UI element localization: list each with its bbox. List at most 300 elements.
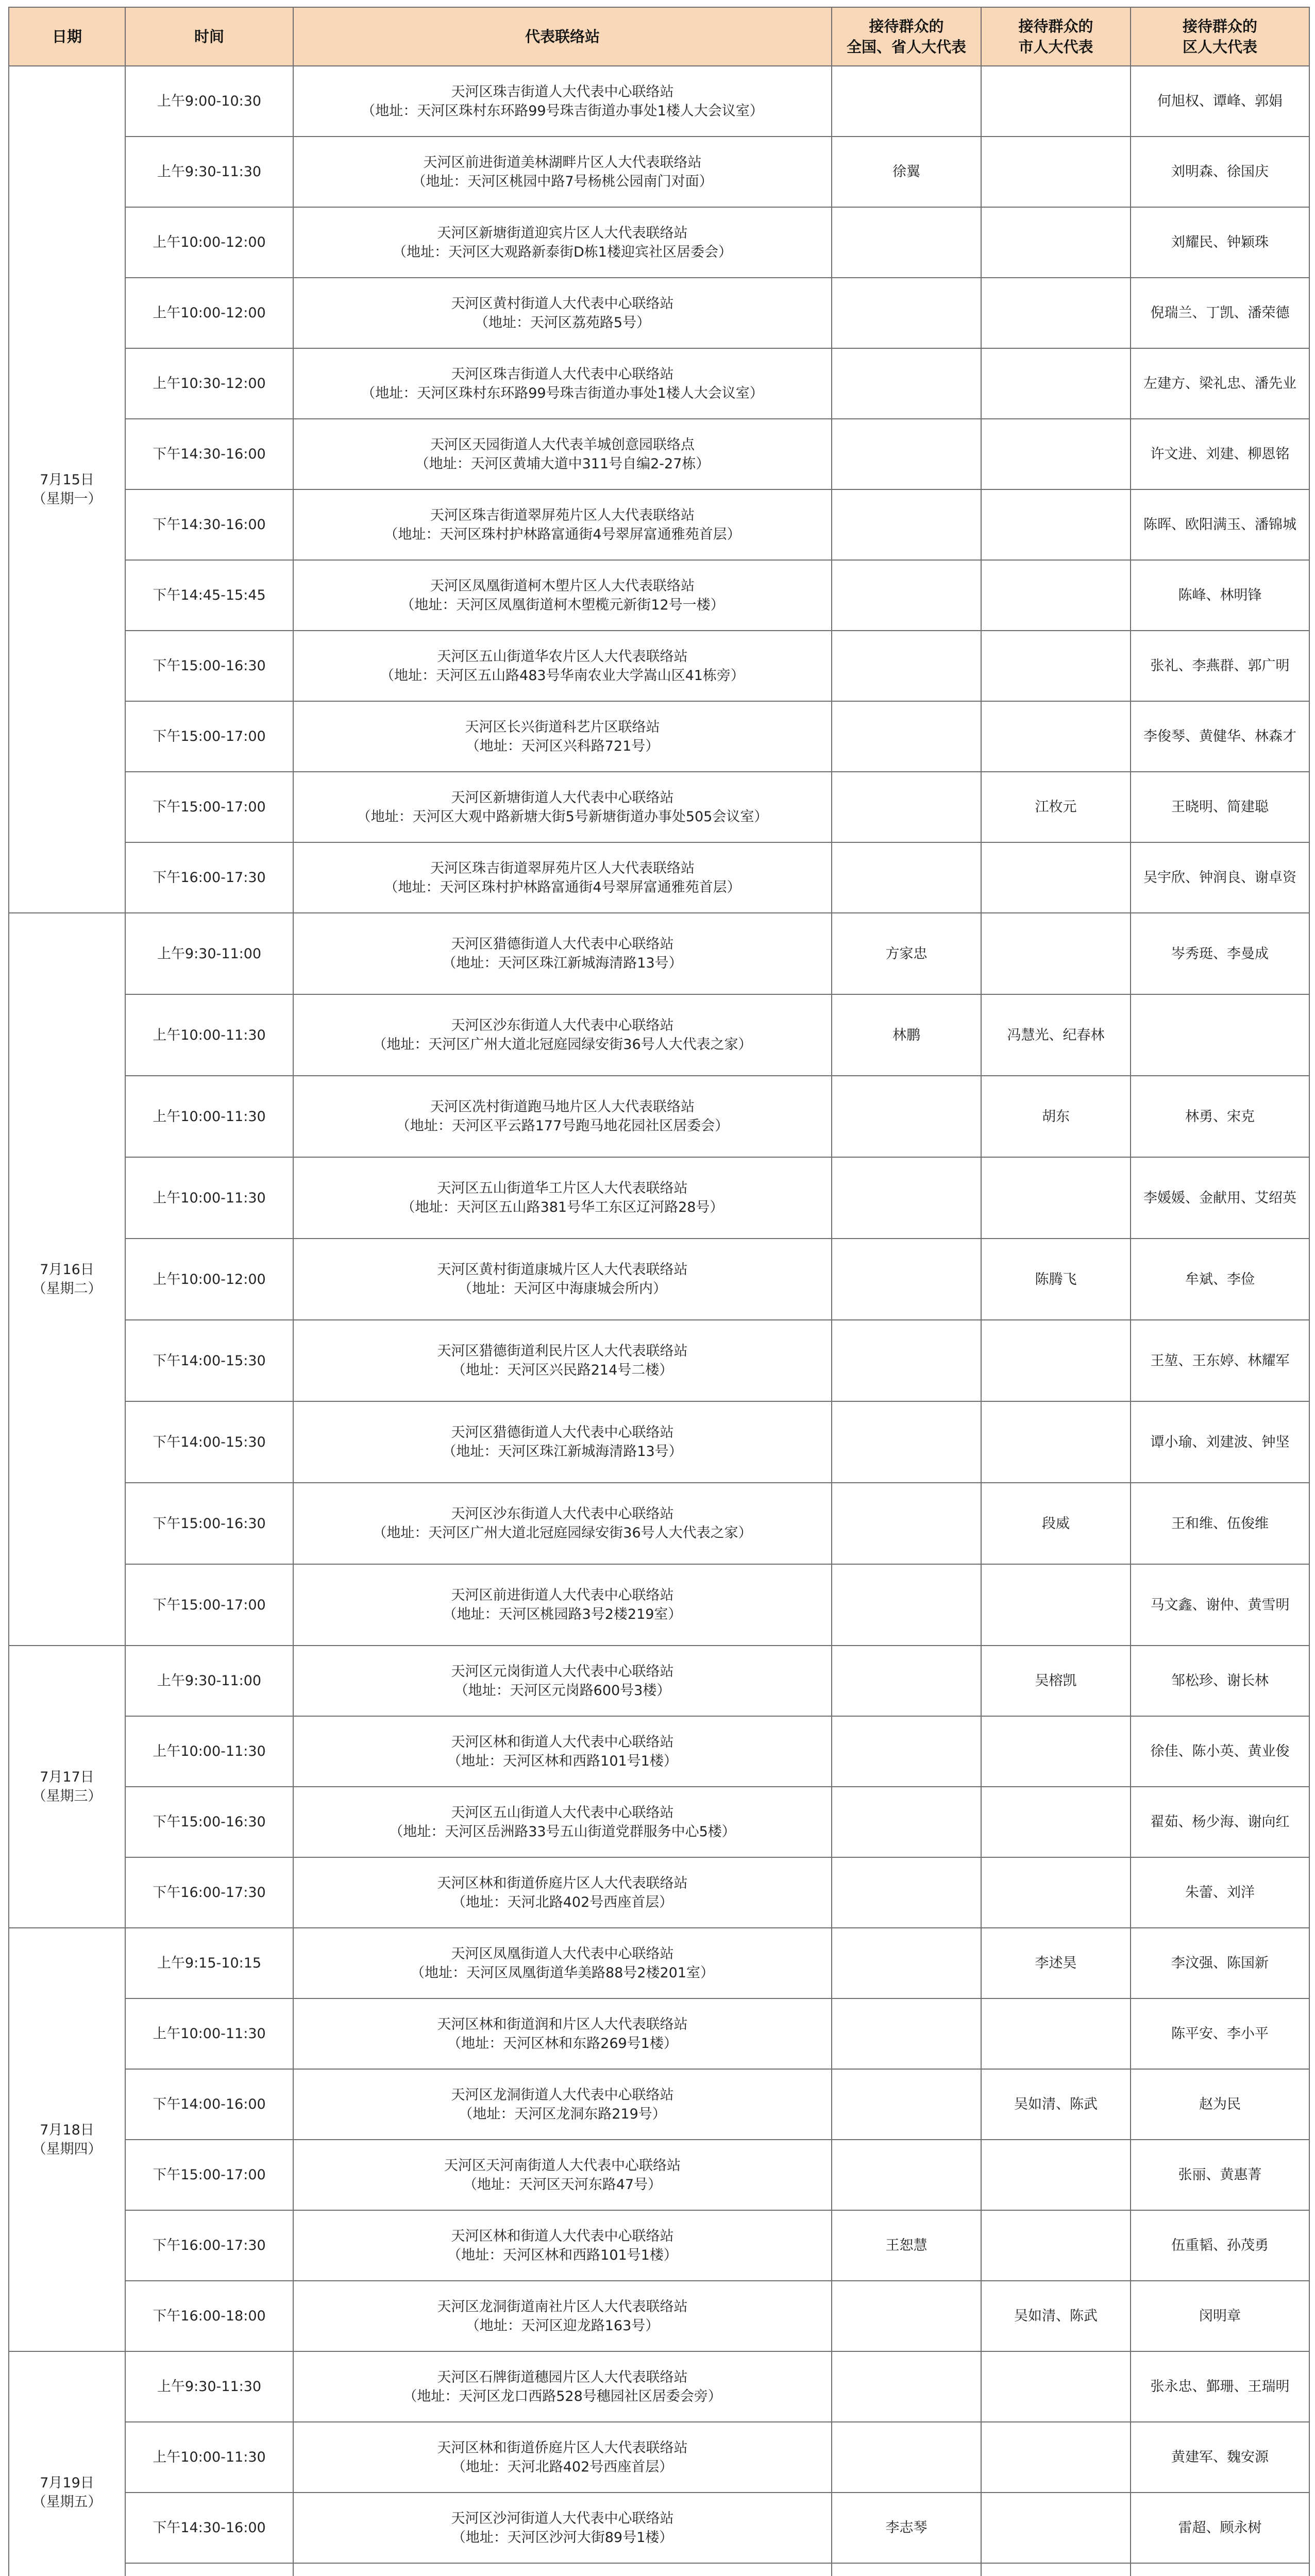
- table-row: [9, 1998, 1309, 2069]
- time-cell: 下午15:00-17:00: [125, 772, 293, 842]
- weekday-label: （星期一）: [32, 491, 102, 507]
- table-row: [9, 2422, 1309, 2493]
- station-cell: [293, 994, 832, 1076]
- city-deputies-cell: [981, 66, 1131, 137]
- station-cell: [293, 207, 832, 278]
- station-cell: [293, 1857, 832, 1928]
- city-deputies-cell: [981, 489, 1131, 560]
- national-deputies-cell: [832, 2351, 981, 2422]
- station-cell: [293, 278, 832, 348]
- date-label: 7月15日: [40, 472, 94, 488]
- city-deputies-cell: 李述昊: [981, 1928, 1131, 1998]
- national-deputies-cell: [832, 1716, 981, 1787]
- district-deputies-cell: 张礼、李燕群、郭广明: [1131, 631, 1309, 701]
- time-cell: 下午15:00-16:30: [125, 1483, 293, 1564]
- station-address: （地址：天河区龙洞东路219号）: [459, 2106, 666, 2122]
- station-address: （地址：天河区中海康城会所内）: [458, 1281, 667, 1297]
- station-address: （地址：天河区兴科路721号）: [465, 738, 660, 754]
- station-name: 天河区珠吉街道人大代表中心联络站: [451, 366, 674, 382]
- station-name: 天河区黄村街道人大代表中心联络站: [451, 295, 674, 312]
- station-name: 天河区沙东街道人大代表中心联络站: [451, 1506, 674, 1522]
- table-row: [9, 1483, 1309, 1564]
- district-deputies-cell: 李俊琴、黄健华、林森才: [1131, 701, 1309, 772]
- table-row: [9, 66, 1309, 137]
- district-deputies-cell: 张丽、黄惠菁: [1131, 2140, 1309, 2210]
- station-name: 天河区林和街道人大代表中心联络站: [451, 2228, 674, 2244]
- time-cell: [125, 2563, 293, 2576]
- table-row: [9, 631, 1309, 701]
- district-deputies-cell: 刘明森、徐国庆: [1131, 137, 1309, 207]
- city-deputies-cell: [981, 348, 1131, 419]
- city-deputies-cell: [981, 2140, 1131, 2210]
- station-name: 天河区元岗街道人大代表中心联络站: [451, 1663, 674, 1680]
- district-deputies-cell: 陈晖、欧阳满玉、潘锦城: [1131, 489, 1309, 560]
- district-deputies-cell: 刘耀民、钟颖珠: [1131, 207, 1309, 278]
- header-row: [9, 7, 1309, 66]
- table-row: [9, 2069, 1309, 2140]
- station-cell: [293, 2281, 832, 2351]
- city-deputies-cell: [981, 2563, 1131, 2576]
- time-cell: 上午10:30-12:00: [125, 348, 293, 419]
- station-cell: [293, 1787, 832, 1857]
- station-name: 天河区林和街道人大代表中心联络站: [451, 1734, 674, 1750]
- station-name: 天河区珠吉街道翠屏苑片区人大代表联络站: [430, 860, 695, 876]
- station-name: 天河区龙洞街道南社片区人大代表联络站: [437, 2298, 688, 2315]
- national-deputies-cell: [832, 1998, 981, 2069]
- station-cell: [293, 1646, 832, 1716]
- station-address: （地址：天河北路402号西座首层）: [451, 2459, 673, 2475]
- station-address: （地址：天河区五山路381号华工东区辽河路28号）: [401, 1199, 724, 1215]
- table-row: [9, 137, 1309, 207]
- time-cell: 上午10:00-11:30: [125, 1076, 293, 1157]
- station-address: （地址：天河区沙河大街89号1楼）: [451, 2529, 673, 2546]
- city-deputies-cell: [981, 1998, 1131, 2069]
- district-deputies-cell: 张永忠、鄞珊、王瑞明: [1131, 2351, 1309, 2422]
- station-address: （地址：天河区元岗路600号3楼）: [454, 1682, 671, 1699]
- table-row: [9, 701, 1309, 772]
- table-row: [9, 278, 1309, 348]
- district-deputies-cell: 黄建军、魏安源: [1131, 2422, 1309, 2493]
- time-cell: 下午14:00-16:00: [125, 2069, 293, 2140]
- time-cell: 上午9:30-11:00: [125, 913, 293, 994]
- station-cell: [293, 2422, 832, 2493]
- station-name: 天河区新塘街道人大代表中心联络站: [451, 789, 674, 806]
- district-deputies-cell: 许文进、刘建、柳恩铭: [1131, 419, 1309, 489]
- national-deputies-cell: [832, 2422, 981, 2493]
- district-deputies-cell: 李媛媛、金献用、艾绍英: [1131, 1157, 1309, 1239]
- station-address: （地址：天河区珠村东环路99号珠吉街道办事处1楼人大会议室）: [361, 103, 764, 119]
- station-name: 天河区猎德街道人大代表中心联络站: [451, 936, 674, 952]
- national-deputies-cell: [832, 1483, 981, 1564]
- table-row: [9, 1320, 1309, 1401]
- national-deputies-cell: [832, 560, 981, 631]
- station-cell: [293, 1928, 832, 1998]
- time-cell: 上午10:00-12:00: [125, 207, 293, 278]
- time-cell: 下午14:30-16:00: [125, 2493, 293, 2563]
- table-row: [9, 1239, 1309, 1320]
- time-cell: 上午9:30-11:00: [125, 1646, 293, 1716]
- weekday-label: （星期四）: [32, 2141, 102, 2157]
- table-row: [9, 772, 1309, 842]
- date-label: 7月19日: [40, 2475, 94, 2491]
- station-cell: [293, 1564, 832, 1646]
- station-cell: [293, 701, 832, 772]
- national-deputies-cell: [832, 1076, 981, 1157]
- station-name: 天河区珠吉街道翠屏苑片区人大代表联络站: [430, 507, 695, 523]
- table-row: [9, 1787, 1309, 1857]
- station-name: 天河区前进街道美林湖畔片区人大代表联络站: [423, 154, 702, 171]
- national-deputies-cell: [832, 66, 981, 137]
- table-row: [9, 2351, 1309, 2422]
- station-address: （地址：天河区龙口西路528号穗园社区居委会旁）: [403, 2388, 722, 2404]
- district-deputies-cell: [1131, 2563, 1309, 2576]
- station-name: 天河区天园街道人大代表羊城创意园联络点: [430, 436, 695, 453]
- district-deputies-cell: 邹松珍、谢长林: [1131, 1646, 1309, 1716]
- date-cell: [9, 2351, 125, 2576]
- station-cell: [293, 1483, 832, 1564]
- city-deputies-cell: [981, 1857, 1131, 1928]
- district-deputies-cell: 伍重韬、孙茂勇: [1131, 2210, 1309, 2281]
- station-name: 天河区五山街道华农片区人大代表联络站: [437, 648, 688, 665]
- city-deputies-cell: [981, 1320, 1131, 1401]
- district-deputies-cell: 左建方、梁礼忠、潘先业: [1131, 348, 1309, 419]
- table-body: [9, 66, 1309, 2576]
- header-district-deputies: 接待群众的 区人大代表: [1131, 7, 1309, 66]
- station-address: （地址：天河区大观中路新塘大街5号新塘街道办事处505会议室）: [357, 808, 768, 825]
- national-deputies-cell: [832, 1401, 981, 1483]
- city-deputies-cell: 吴榕凯: [981, 1646, 1131, 1716]
- station-address: （地址：天河区珠江新城海清路13号）: [442, 955, 683, 971]
- national-deputies-cell: [832, 1857, 981, 1928]
- weekday-label: （星期二）: [32, 1281, 102, 1297]
- national-deputies-cell: [832, 348, 981, 419]
- date-label: 7月16日: [40, 1262, 94, 1278]
- city-deputies-cell: [981, 419, 1131, 489]
- station-cell: [293, 1998, 832, 2069]
- station-address: （地址：天河区凤凰街道柯木塱榄元新街12号一楼）: [400, 597, 724, 613]
- station-name: 天河区冼村街道跑马地片区人大代表联络站: [430, 1099, 695, 1115]
- table-row: [9, 1076, 1309, 1157]
- time-cell: 上午10:00-11:30: [125, 994, 293, 1076]
- table-row: [9, 2493, 1309, 2563]
- station-name: 天河区天河南街道人大代表中心联络站: [444, 2157, 681, 2174]
- station-cell: [293, 2563, 832, 2576]
- table-row: [9, 2563, 1309, 2576]
- station-cell: [293, 348, 832, 419]
- district-deputies-cell: 陈平安、李小平: [1131, 1998, 1309, 2069]
- table-row: [9, 419, 1309, 489]
- station-name: 天河区珠吉街道人大代表中心联络站: [451, 83, 674, 100]
- station-cell: [293, 913, 832, 994]
- district-deputies-cell: 朱蕾、刘洋: [1131, 1857, 1309, 1928]
- station-address: （地址：天河区平云路177号跑马地花园社区居委会）: [396, 1118, 729, 1134]
- station-cell: [293, 1157, 832, 1239]
- district-deputies-cell: 闵明章: [1131, 2281, 1309, 2351]
- table-row: [9, 207, 1309, 278]
- national-deputies-cell: [832, 1646, 981, 1716]
- national-deputies-cell: [832, 419, 981, 489]
- district-deputies-cell: 徐佳、陈小英、黄业俊: [1131, 1716, 1309, 1787]
- city-deputies-cell: [981, 1564, 1131, 1646]
- city-deputies-cell: [981, 1787, 1131, 1857]
- city-deputies-cell: 陈腾飞: [981, 1239, 1131, 1320]
- station-name: 天河区猎德街道人大代表中心联络站: [451, 1425, 674, 1440]
- district-deputies-cell: 陈峰、林明锋: [1131, 560, 1309, 631]
- national-deputies-cell: [832, 2069, 981, 2140]
- city-deputies-cell: 吴如清、陈武: [981, 2069, 1131, 2140]
- time-cell: 下午15:00-17:00: [125, 2140, 293, 2210]
- time-cell: 下午14:30-16:00: [125, 419, 293, 489]
- station-address: （地址：天河区五山路483号华南农业大学嵩山区41栋旁）: [380, 667, 745, 684]
- national-deputies-cell: [832, 207, 981, 278]
- station-name: 天河区沙河街道人大代表中心联络站: [451, 2510, 674, 2527]
- table-row: [9, 1928, 1309, 1998]
- station-cell: [293, 1076, 832, 1157]
- district-deputies-cell: 林勇、宋克: [1131, 1076, 1309, 1157]
- district-deputies-cell: 岑秀珽、李曼成: [1131, 913, 1309, 994]
- station-address: （地址：天河区林和西路101号1楼）: [447, 1753, 678, 1769]
- national-deputies-cell: [832, 1928, 981, 1998]
- station-cell: [293, 1320, 832, 1401]
- city-deputies-cell: [981, 913, 1131, 994]
- station-name: 天河区前进街道人大代表中心联络站: [451, 1587, 674, 1603]
- district-deputies-cell: 牟斌、李俭: [1131, 1239, 1309, 1320]
- time-cell: 上午10:00-11:30: [125, 1716, 293, 1787]
- time-cell: 上午10:00-11:30: [125, 2422, 293, 2493]
- time-cell: 下午14:00-15:30: [125, 1320, 293, 1401]
- station-cell: [293, 2069, 832, 2140]
- city-deputies-cell: [981, 207, 1131, 278]
- table-row: [9, 1646, 1309, 1716]
- city-deputies-cell: 江枚元: [981, 772, 1131, 842]
- table-row: [9, 2210, 1309, 2281]
- station-cell: [293, 1401, 832, 1483]
- station-name: 天河区长兴街道科艺片区联络站: [465, 719, 660, 735]
- table-header: [9, 7, 1309, 66]
- time-cell: 下午15:00-16:30: [125, 1787, 293, 1857]
- station-cell: [293, 2493, 832, 2563]
- city-deputies-cell: [981, 278, 1131, 348]
- time-cell: 上午9:00-10:30: [125, 66, 293, 137]
- station-name: 天河区凤凰街道柯木塱片区人大代表联络站: [430, 578, 695, 594]
- station-address: （地址：天河区荔苑路5号）: [474, 314, 651, 331]
- header-date: 日期: [9, 7, 125, 66]
- national-deputies-cell: 方家忠: [832, 913, 981, 994]
- city-deputies-cell: [981, 2493, 1131, 2563]
- time-cell: 上午10:00-11:30: [125, 1157, 293, 1239]
- national-deputies-cell: 李志琴: [832, 2493, 981, 2563]
- station-cell: [293, 1716, 832, 1787]
- station-cell: [293, 489, 832, 560]
- time-cell: 上午9:30-11:30: [125, 2351, 293, 2422]
- national-deputies-cell: [832, 1157, 981, 1239]
- station-name: 天河区林和街道侨庭片区人大代表联络站: [437, 2439, 688, 2456]
- station-name: 天河区凤凰街道人大代表中心联络站: [451, 1945, 674, 1962]
- station-cell: [293, 2351, 832, 2422]
- table-row: [9, 1401, 1309, 1483]
- station-name: 天河区林和街道侨庭片区人大代表联络站: [437, 1875, 688, 1891]
- station-address: （地址：天河区天河东路47号）: [463, 2176, 662, 2193]
- national-deputies-cell: [832, 772, 981, 842]
- date-cell: [9, 913, 125, 1646]
- district-deputies-cell: 赵为民: [1131, 2069, 1309, 2140]
- table-row: [9, 1716, 1309, 1787]
- national-deputies-cell: [832, 2563, 981, 2576]
- station-address: （地址：天河区兴民路214号二楼）: [451, 1362, 673, 1378]
- time-cell: 下午14:00-15:30: [125, 1401, 293, 1483]
- weekday-label: （星期三）: [32, 1788, 102, 1804]
- station-name: 天河区石牌街道穗园片区人大代表联络站: [437, 2369, 688, 2385]
- city-deputies-cell: 胡东: [981, 1076, 1131, 1157]
- station-cell: [293, 1239, 832, 1320]
- station-address: （地址：天河区珠村护林路富通街4号翠屏富通雅苑首层）: [384, 526, 741, 543]
- city-deputies-cell: [981, 2351, 1131, 2422]
- date-label: 7月18日: [40, 2122, 94, 2138]
- district-deputies-cell: 雷超、顾永树: [1131, 2493, 1309, 2563]
- table-row: [9, 2140, 1309, 2210]
- national-deputies-cell: [832, 631, 981, 701]
- station-address: （地址：天河区林和东路269号1楼）: [447, 2035, 678, 2052]
- station-cell: [293, 419, 832, 489]
- district-deputies-cell: 马文鑫、谢仲、黄雪明: [1131, 1564, 1309, 1646]
- national-deputies-cell: [832, 1564, 981, 1646]
- table-row: [9, 560, 1309, 631]
- table-row: [9, 913, 1309, 994]
- city-deputies-cell: 吴如清、陈武: [981, 2281, 1131, 2351]
- city-deputies-cell: [981, 842, 1131, 913]
- national-deputies-cell: [832, 1239, 981, 1320]
- district-deputies-cell: [1131, 994, 1309, 1076]
- time-cell: 下午16:00-17:30: [125, 2210, 293, 2281]
- station-name: 天河区新塘街道迎宾片区人大代表联络站: [437, 225, 688, 241]
- table-row: [9, 994, 1309, 1076]
- station-cell: [293, 772, 832, 842]
- city-deputies-cell: [981, 2210, 1131, 2281]
- national-deputies-cell: [832, 701, 981, 772]
- city-deputies-cell: 冯慧光、纪春林: [981, 994, 1131, 1076]
- station-cell: [293, 2210, 832, 2281]
- city-deputies-cell: [981, 1157, 1131, 1239]
- station-name: 天河区五山街道人大代表中心联络站: [451, 1804, 674, 1821]
- schedule-table: [8, 7, 1310, 2576]
- header-station: 代表联络站: [293, 7, 832, 66]
- table-row: [9, 348, 1309, 419]
- station-address: （地址：天河区黄埔大道中311号自编2-27栋）: [415, 455, 710, 472]
- time-cell: 上午9:30-11:30: [125, 137, 293, 207]
- national-deputies-cell: [832, 489, 981, 560]
- district-deputies-cell: 何旭权、谭峰、郭娟: [1131, 66, 1309, 137]
- station-cell: [293, 137, 832, 207]
- national-deputies-cell: [832, 2281, 981, 2351]
- station-name: 天河区黄村街道康城片区人大代表联络站: [437, 1262, 688, 1278]
- city-deputies-cell: [981, 137, 1131, 207]
- table-row: [9, 2281, 1309, 2351]
- city-deputies-cell: [981, 701, 1131, 772]
- date-cell: [9, 1928, 125, 2351]
- station-cell: [293, 631, 832, 701]
- national-deputies-cell: [832, 2140, 981, 2210]
- station-cell: [293, 2140, 832, 2210]
- district-deputies-cell: 王晓明、简建聪: [1131, 772, 1309, 842]
- station-address: （地址：天河区桃园中路7号杨桃公园南门对面）: [412, 173, 713, 190]
- station-cell: [293, 66, 832, 137]
- header-time: 时间: [125, 7, 293, 66]
- national-deputies-cell: 林鹏: [832, 994, 981, 1076]
- district-deputies-cell: 王堃、王东婷、林耀军: [1131, 1320, 1309, 1401]
- weekday-label: （星期五）: [32, 2494, 102, 2510]
- station-cell: [293, 842, 832, 913]
- station-name: 天河区沙东街道人大代表中心联络站: [451, 1018, 674, 1033]
- time-cell: 下午15:00-17:00: [125, 1564, 293, 1646]
- header-national-deputies: 接待群众的 全国、省人大代表: [832, 7, 981, 66]
- station-address: （地址：天河区珠村东环路99号珠吉街道办事处1楼人大会议室）: [361, 385, 764, 401]
- station-address: （地址：天河区珠江新城海清路13号）: [442, 1444, 683, 1460]
- time-cell: 上午10:00-12:00: [125, 1239, 293, 1320]
- time-cell: 上午10:00-11:30: [125, 1998, 293, 2069]
- date-label: 7月17日: [40, 1769, 94, 1785]
- table-row: [9, 1157, 1309, 1239]
- time-cell: 上午9:15-10:15: [125, 1928, 293, 1998]
- station-address: （地址：天河区广州大道北冠庭园绿安街36号人大代表之家）: [373, 1525, 752, 1541]
- district-deputies-cell: 李汶强、陈国新: [1131, 1928, 1309, 1998]
- table-row: [9, 1564, 1309, 1646]
- station-address: （地址：天河区凤凰街道华美路88号2楼201室）: [410, 1964, 715, 1981]
- district-deputies-cell: 倪瑞兰、丁凯、潘荣德: [1131, 278, 1309, 348]
- station-name: 天河区五山街道华工片区人大代表联络站: [437, 1180, 688, 1196]
- city-deputies-cell: [981, 560, 1131, 631]
- national-deputies-cell: 王恕慧: [832, 2210, 981, 2281]
- city-deputies-cell: [981, 2422, 1131, 2493]
- time-cell: 下午16:00-17:30: [125, 842, 293, 913]
- station-name: 天河区龙洞街道人大代表中心联络站: [451, 2087, 674, 2103]
- station-name: 天河区猎德街道利民片区人大代表联络站: [437, 1343, 688, 1359]
- time-cell: 下午14:30-16:00: [125, 489, 293, 560]
- table-row: [9, 842, 1309, 913]
- time-cell: 下午14:45-15:45: [125, 560, 293, 631]
- station-address: （地址：天河区岳洲路33号五山街道党群服务中心5楼）: [389, 1823, 736, 1840]
- station-address: （地址：天河区大观路新泰街D栋1楼迎宾社区居委会）: [393, 244, 732, 260]
- city-deputies-cell: [981, 631, 1131, 701]
- city-deputies-cell: 段威: [981, 1483, 1131, 1564]
- date-cell: [9, 1646, 125, 1928]
- district-deputies-cell: 王和维、伍俊维: [1131, 1483, 1309, 1564]
- station-address: （地址：天河区迎龙路163号）: [465, 2317, 660, 2334]
- time-cell: 下午16:00-18:00: [125, 2281, 293, 2351]
- header-city-deputies: 接待群众的 市人大代表: [981, 7, 1131, 66]
- station-name: 天河区林和街道润和片区人大代表联络站: [437, 2016, 688, 2032]
- time-cell: 下午15:00-16:30: [125, 631, 293, 701]
- station-address: （地址：天河区广州大道北冠庭园绿安街36号人大代表之家）: [373, 1037, 752, 1053]
- station-address: （地址：天河区珠村护林路富通街4号翠屏富通雅苑首层）: [384, 879, 741, 895]
- station-cell: [293, 560, 832, 631]
- time-cell: 上午10:00-12:00: [125, 278, 293, 348]
- city-deputies-cell: [981, 1716, 1131, 1787]
- national-deputies-cell: [832, 1787, 981, 1857]
- table-row: [9, 1857, 1309, 1928]
- station-address: （地址：天河北路402号西座首层）: [451, 1894, 673, 1910]
- national-deputies-cell: 徐翼: [832, 137, 981, 207]
- national-deputies-cell: [832, 278, 981, 348]
- time-cell: 下午15:00-17:00: [125, 701, 293, 772]
- district-deputies-cell: 翟茹、杨少海、谢向红: [1131, 1787, 1309, 1857]
- station-address: （地址：天河区林和西路101号1楼）: [447, 2247, 678, 2263]
- district-deputies-cell: 谭小瑜、刘建波、钟坚: [1131, 1401, 1309, 1483]
- district-deputies-cell: 吴宇欣、钟润良、谢卓资: [1131, 842, 1309, 913]
- station-address: （地址：天河区桃园路3号2楼219室）: [443, 1606, 682, 1622]
- national-deputies-cell: [832, 842, 981, 913]
- national-deputies-cell: [832, 1320, 981, 1401]
- city-deputies-cell: [981, 1401, 1131, 1483]
